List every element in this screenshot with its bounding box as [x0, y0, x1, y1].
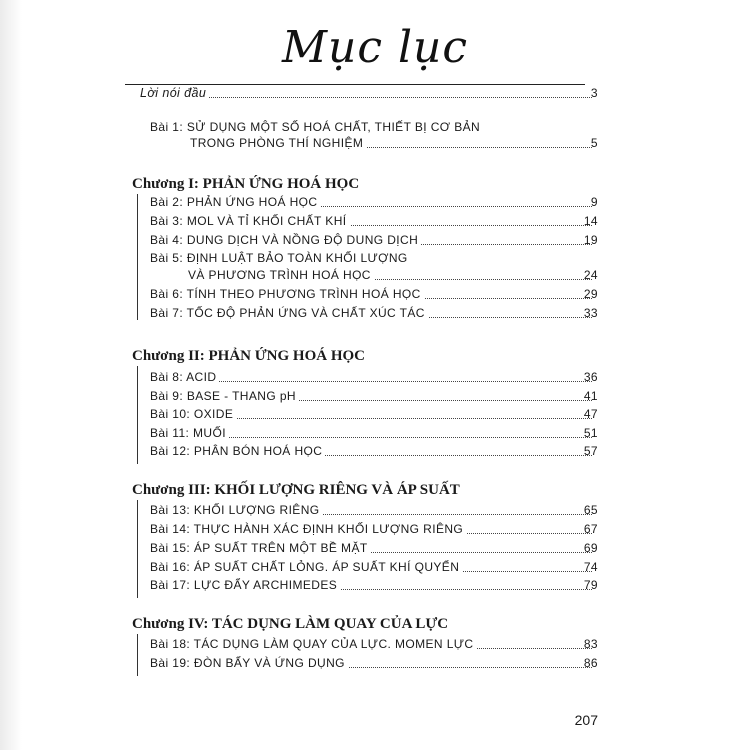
toc-entry-lesson-14[interactable] [0, 522, 750, 540]
toc-entry-label: Bài 7: TỐC ĐỘ PHẢN ỨNG VÀ CHẤT XÚC TÁC [150, 306, 428, 320]
toc-entry-lesson-5[interactable] [0, 251, 750, 269]
toc-entry-lesson-9[interactable] [0, 389, 750, 407]
toc-entry-page: 24 [583, 268, 598, 282]
toc-entry-label: Bài 13: KHỐI LƯỢNG RIÊNG [150, 503, 323, 517]
toc-entry-page: 5 [590, 136, 598, 150]
toc-entry-page: 86 [583, 656, 598, 670]
toc-entry-lesson-16[interactable] [0, 560, 750, 578]
toc-entry-page: 83 [583, 637, 598, 651]
toc-entry-label: Bài 15: ÁP SUẤT TRÊN MỘT BỀ MẶT [150, 541, 371, 555]
toc-entry-label: Bài 1: SỬ DỤNG MỘT SỐ HOÁ CHẤT, THIẾT BỊ CƠ BẢN [150, 120, 483, 134]
chapter-2-title[interactable]: Chương II: PHẢN ỨNG HOÁ HỌC [132, 348, 366, 364]
toc-entry-lesson-3[interactable] [0, 214, 750, 232]
toc-entry-lesson-19[interactable] [0, 656, 750, 674]
toc-entry-label: Bài 11: MUỐI [150, 426, 229, 440]
toc-entry-label: Bài 8: ACID [150, 370, 219, 384]
toc-entry-page: 47 [583, 407, 598, 421]
toc-entry-label: Bài 10: OXIDE [150, 407, 236, 421]
toc-entry-lesson-11[interactable] [0, 426, 750, 444]
toc-entry-lesson-18[interactable] [0, 637, 750, 655]
toc-entry-intro[interactable] [0, 86, 750, 104]
toc-entry-page: 9 [590, 195, 598, 209]
toc-entry-lesson-17[interactable] [0, 578, 750, 596]
toc-entry-page: 74 [583, 560, 598, 574]
toc-entry-label: Bài 6: TÍNH THEO PHƯƠNG TRÌNH HOÁ HỌC [150, 287, 424, 301]
toc-entry-label: Bài 2: PHẢN ỨNG HOÁ HỌC [150, 195, 320, 209]
toc-entry-label: Bài 18: TÁC DỤNG LÀM QUAY CỦA LỰC. MOMEN LỰC [150, 637, 477, 651]
toc-entry-page: 19 [583, 233, 598, 247]
toc-entry-label: Bài 16: ÁP SUẤT CHẤT LỎNG. ÁP SUẤT KHÍ QUYỂN [150, 560, 462, 574]
toc-entry-page: 51 [583, 426, 598, 440]
toc-entry-label: Bài 17: LỰC ĐẨY ARCHIMEDES [150, 578, 340, 592]
toc-entry-lesson-15[interactable] [0, 541, 750, 559]
toc-entry-label: Bài 14: THỰC HÀNH XÁC ĐỊNH KHỐI LƯỢNG RIÊNG [150, 522, 466, 536]
toc-entry-lesson-5-cont[interactable] [0, 268, 750, 286]
toc-entry-label-cont: TRONG PHÒNG THÍ NGHIỆM [190, 136, 366, 150]
toc-entry-page: 79 [583, 578, 598, 592]
chapter-1-title[interactable]: Chương I: PHẢN ỨNG HOÁ HỌC [132, 176, 360, 192]
toc-entry-lesson-4[interactable] [0, 233, 750, 251]
toc-entry-page: 29 [583, 287, 598, 301]
toc-entry-page: 69 [583, 541, 598, 555]
leader-dots [150, 97, 592, 98]
chapter-3-title[interactable]: Chương III: KHỐI LƯỢNG RIÊNG VÀ ÁP SUẤT [132, 482, 460, 498]
toc-entry-label: Bài 5: ĐỊNH LUẬT BẢO TOÀN KHỐI LƯỢNG [150, 251, 411, 265]
toc-entry-lesson-6[interactable] [0, 287, 750, 305]
toc-entry-page: 65 [583, 503, 598, 517]
toc-entry-page: 57 [583, 444, 598, 458]
toc-entry-label-cont: VÀ PHƯƠNG TRÌNH HOÁ HỌC [188, 268, 374, 282]
toc-entry-lesson-8[interactable] [0, 370, 750, 388]
toc-entry-label: Bài 3: MOL VÀ TỈ KHỐI CHẤT KHÍ [150, 214, 350, 228]
toc-entry-label: Bài 4: DUNG DỊCH VÀ NỒNG ĐỘ DUNG DỊCH [150, 233, 421, 247]
toc-entry-page: 3 [590, 86, 598, 100]
toc-entry-label: Bài 19: ĐÒN BẨY VÀ ỨNG DỤNG [150, 656, 348, 670]
toc-entry-label: Bài 9: BASE - THANG pH [150, 389, 299, 403]
chapter-4-title[interactable]: Chương IV: TÁC DỤNG LÀM QUAY CỦA LỰC [132, 616, 449, 632]
toc-entry-label: Bài 12: PHÂN BÓN HOÁ HỌC [150, 444, 325, 458]
toc-entry-lesson-13[interactable] [0, 503, 750, 521]
toc-entry-lesson-7[interactable] [0, 306, 750, 324]
toc-entry-page: 41 [583, 389, 598, 403]
toc-entry-label: Lời nói đầu [140, 86, 209, 100]
toc-entry-lesson-10[interactable] [0, 407, 750, 425]
toc-entry-lesson-1-cont[interactable] [0, 136, 750, 154]
toc-entry-page: 33 [583, 306, 598, 320]
toc-entry-lesson-2[interactable] [0, 195, 750, 213]
title-rule [125, 84, 585, 85]
toc-entry-page: 14 [583, 214, 598, 228]
leader-dots [160, 381, 592, 382]
toc-entry-page: 67 [583, 522, 598, 536]
page-number: 207 [574, 712, 598, 728]
page-title: Mục lục [281, 22, 469, 73]
toc-entry-page: 36 [583, 370, 598, 384]
toc-entry-lesson-12[interactable] [0, 444, 750, 462]
